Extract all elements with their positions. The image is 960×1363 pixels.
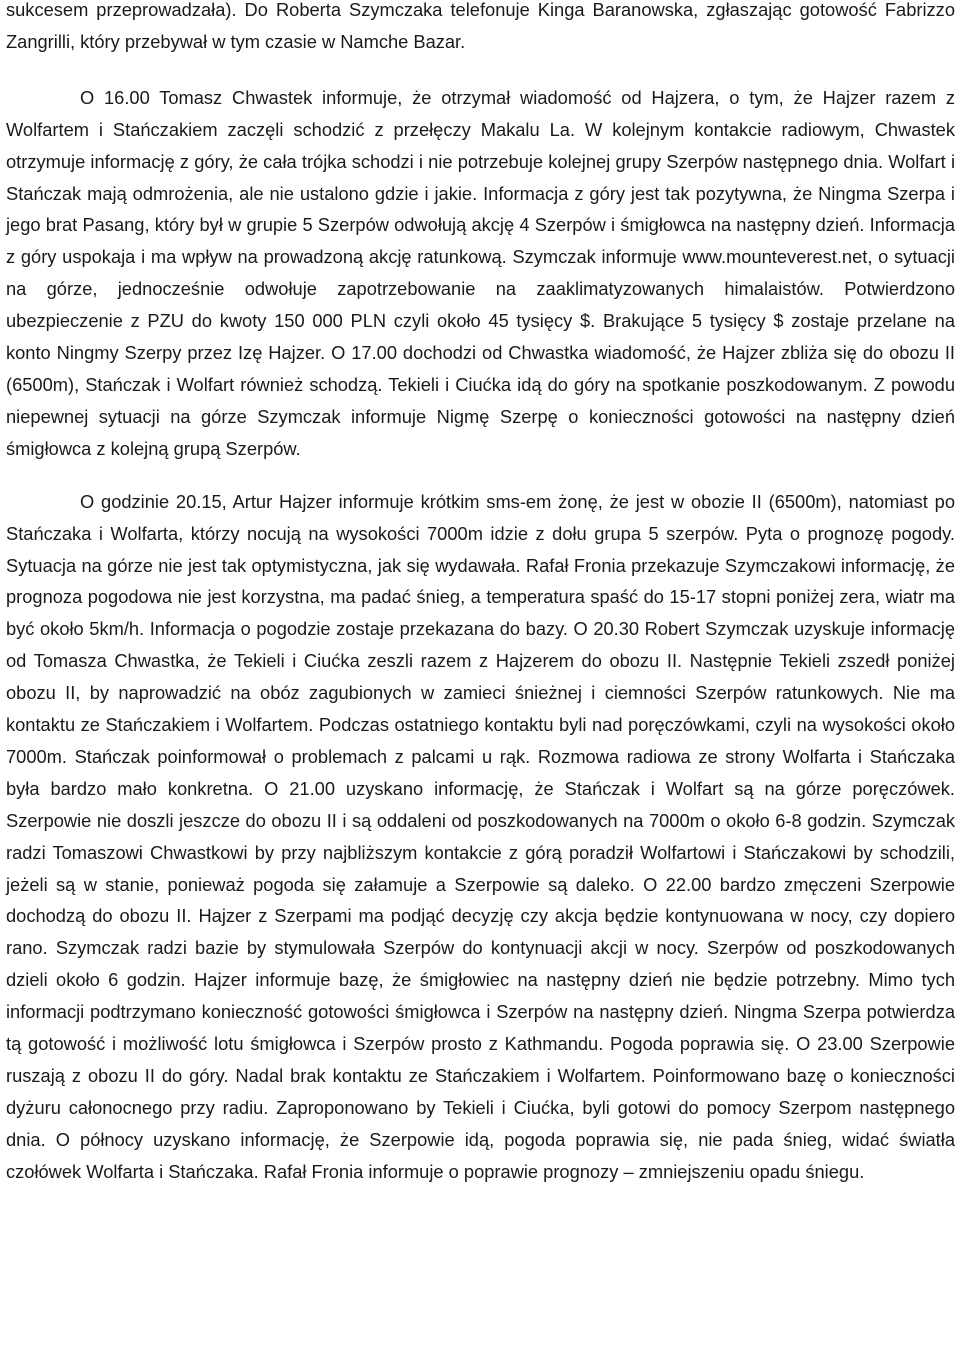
paragraph-1600-report: O 16.00 Tomasz Chwastek informuje, że otrzymał wiadomość od Hajzera, o tym, że Hajzer razem z Wolfartem i Stańczakiem zaczęli schodzić z przełęczy Makalu La. W kolejnym kontakcie radiowym, Chwastek otrzymuje informację z góry, że cała trójka schodzi i nie potrzebuje kolejnej grupy Szerpów następnego dnia. Wolfart i Stańczak mają odmrożenia, ale nie ustalono gdzie i jakie. Informacja z góry jest tak pozytywna, że Ningma Szerpa i jego brat Pasang, który był w grupie 5 Szerpów odwołują akcję 4 Szerpów i śmigłowca na następny dzień. Informacja z góry uspokaja i ma wpływ na prowadzoną akcję ratunkową. Szymczak informuje www.mounteverest.net, o sytuacji na górze, jednocześnie odwołuje zapotrzebowanie na zaaklimatyzowanych himalaistów. Potwierdzono ubezpieczenie z PZU do kwoty 150 000 PLN czyli około 45 tysięcy $. Brakujące 5 tysięcy $ zostaje przelane na konto Ningmy Szerpy przez Izę Hajzer. O 17.00 dochodzi od Chwastka wiadomość, że Hajzer zbliża się do obozu II (6500m), Stańczak i Wolfart również schodzą. Tekieli i Ciućka idą do góry na spotkanie poszkodowanym. Z powodu niepewnej sytuacji na górze Szymczak informuje Nigmę Szerpę o konieczności gotowości na następny dzień śmigłowca z kolejną grupą Szerpów. (6, 86, 955, 459)
paragraph-continuation: sukcesem przeprowadzała). Do Roberta Szymczaka telefonuje Kinga Baranowska, zgłaszając gotowość Fabrizzo Zangrilli, który przebywał w tym czasie w Namche Bazar. (6, 0, 955, 52)
paragraph-2015-report: O godzinie 20.15, Artur Hajzer informuje krótkim sms-em żonę, że jest w obozie II (6500m), natomiast po Stańczaka i Wolfarta, którzy nocują na wysokości 7000m idzie z dołu grupa 5 szerpów. Pyta o prognozę pogody. Sytuacja na górze nie jest tak optymistyczna, jak się wydawała. Rafał Fronia przekazuje Szymczakowi informację, że prognoza pogodowa nie jest korzystna, ma padać śnieg, a temperatura spaść do 15-17 stopni poniżej zera, wiatr ma być około 5km/h. Informacja o pogodzie zostaje przekazana do bazy. O 20.30 Robert Szymczak uzyskuje informację od Tomasza Chwastka, że Tekieli i Ciućka zeszli razem z Hajzerem do obozu II. Następnie Tekieli zszedł poniżej obozu II, by naprowadzić na obóz zagubionych w zamieci śnieżnej i ciemności Szerpów ratunkowych. Nie ma kontaktu ze Stańczakiem i Wolfartem. Podczas ostatniego kontaktu byli nad poręczówkami, czyli na wysokości około 7000m. Stańczak poinformował o problemach z palcami u rąk. Rozmowa radiowa ze strony Wolfarta i Stańczaka była bardzo mało konkretna. O 21.00 uzyskano informację, że Stańczak i Wolfart są na górze poręczówek. Szerpowie nie doszli jeszcze do obozu II i są oddaleni od poszkodowanych na 7000m o około 6-8 godzin. Szymczak radzi Tomaszowi Chwastkowi by przy najbliższym kontakcie z górą poradził Wolfartowi i Stańczakowi by schodzili, jeżeli są w stanie, ponieważ pogoda się załamuje a Szerpowie są daleko. O 22.00 bardzo zmęczeni Szerpowie dochodzą do obozu II. Hajzer z Szerpami ma podjąć decyzję czy akcja będzie kontynuowana w nocy, czy dopiero rano. Szymczak radzi bazie by stymulowała Szerpów do kontynuacji akcji w nocy. Szerpów od poszkodowanych dzieli około 6 godzin. Hajzer informuje bazę, że śmigłowiec na następny dzień nie będzie potrzebny. Mimo tych informacji podtrzymano konieczność gotowości śmigłowca i Szerpów na następny dzień. Ningma Szerpa potwierdza tą gotowość i możliwość lotu śmigłowca i Szerpów prosto z Kathmandu. Pogoda poprawia się. O 23.00 Szerpowie ruszają z obozu II do góry. Nadal brak kontaktu ze Stańczakiem i Wolfartem. Poinformowano bazę o konieczności dyżuru całonocnego przy radiu. Zaproponowano by Tekieli i Ciućka, byli gotowi do pomocy Szerpom następnego dnia. O północy uzyskano informację, że Szerpowie idą, pogoda poprawia się, nie pada śnieg, widać światła czołówek Wolfarta i Stańczaka. Rafał Fronia informuje o poprawie prognozy – zmniejszeniu opadu śniegu. (6, 490, 955, 1182)
